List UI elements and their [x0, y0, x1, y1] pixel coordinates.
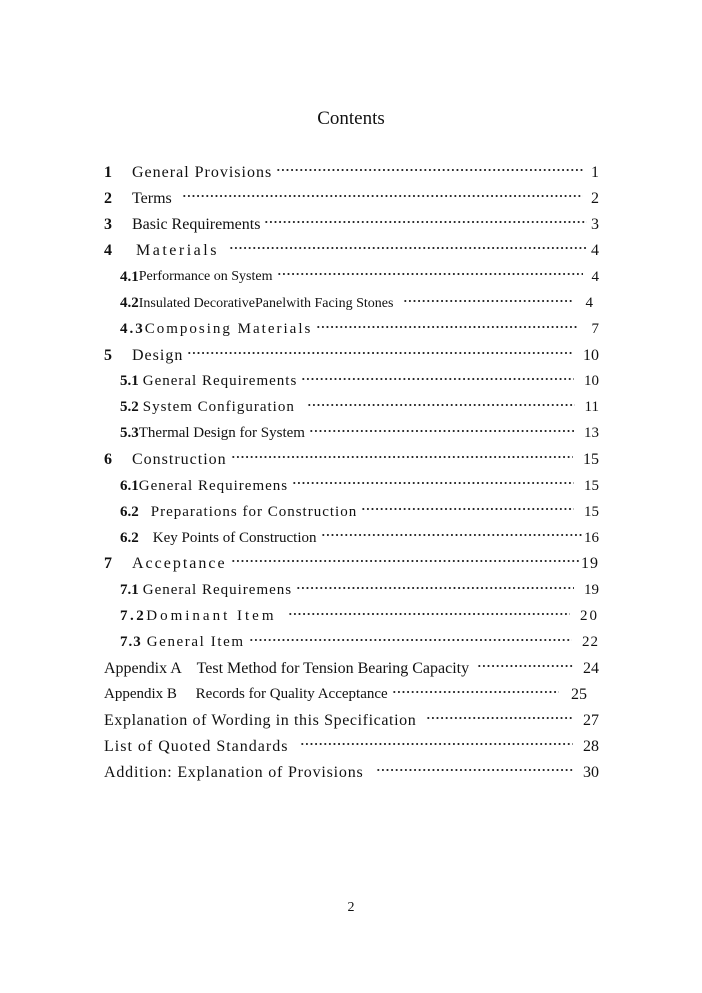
toc-entry-number: 4.3 [120, 321, 145, 338]
toc-entry-page: 27 [583, 712, 599, 730]
toc-entry-label: General Requirements [142, 373, 298, 390]
dot-leader [229, 241, 587, 255]
toc-entry-number: 5 [104, 346, 112, 364]
toc-entry-number: 1 [104, 164, 112, 182]
toc-entry-5-3[interactable] [104, 421, 599, 447]
toc-entry-4[interactable] [104, 238, 599, 264]
toc-entry-page: 15 [583, 451, 599, 469]
toc-entry-label: Performance on System [138, 269, 273, 285]
toc-entry-label: Design [132, 346, 184, 364]
toc-entry-label: Construction [132, 451, 227, 469]
toc-entry-7-2[interactable] [104, 604, 599, 630]
toc-entry-number: 6.2 [120, 529, 139, 546]
toc-entry-number: 5.2 [120, 399, 139, 416]
toc-entry-2[interactable] [104, 186, 599, 212]
toc-entry-number: 5.3 [120, 425, 139, 442]
toc-entry-appendix-b[interactable] [104, 682, 599, 708]
toc-entry-7-3[interactable] [104, 630, 599, 656]
dot-leader [249, 633, 572, 647]
toc-entry-3[interactable] [104, 212, 599, 238]
toc-entry-page: 19 [584, 582, 599, 599]
toc-entry-page: 4 [591, 242, 599, 260]
toc-entry-page: 13 [584, 425, 599, 442]
dot-leader [276, 163, 583, 177]
toc-entry-label: General Provisions [132, 164, 273, 182]
toc-entry-label: General Requiremens [142, 582, 293, 599]
toc-entry-page: 4 [591, 268, 599, 285]
toc-entry-number: 4 [104, 242, 112, 260]
toc-entry-number: 6 [104, 451, 112, 469]
toc-entry-7-1[interactable] [104, 578, 599, 604]
toc-entry-label: Acceptance [132, 555, 227, 573]
toc-entry-page: 22 [582, 634, 599, 651]
toc-entry-label: Terms [132, 190, 172, 208]
toc-entry-appendix-a[interactable] [104, 656, 599, 682]
toc-entry-label: Composing Materials [144, 321, 313, 338]
toc-entry-label: Preparations for Construction [150, 503, 358, 520]
toc-entry-number: 6.2 [120, 503, 139, 520]
toc-entry-page: 19 [581, 555, 599, 573]
toc-entry-addition[interactable] [104, 760, 599, 786]
toc-entry-page: 7 [591, 321, 599, 338]
toc-entry-page: 10 [584, 373, 599, 390]
toc-entry-quoted-standards[interactable] [104, 734, 599, 760]
toc-entry-page: 10 [583, 346, 599, 364]
dot-leader [300, 737, 573, 751]
toc-entry-number: 7.2 [120, 608, 147, 625]
dot-leader [182, 189, 583, 203]
dot-leader [264, 215, 587, 229]
dot-leader [231, 450, 573, 464]
toc-entry-6-2[interactable] [104, 499, 599, 525]
dot-leader [316, 320, 577, 334]
dot-leader [426, 711, 573, 725]
toc-entry-label: System Configuration [142, 399, 295, 416]
toc-entry-explanation-wording[interactable] [104, 708, 599, 734]
dot-leader [301, 372, 574, 386]
toc-entry-page: 2 [591, 190, 599, 208]
table-of-contents [104, 160, 599, 786]
toc-entry-number: 3 [104, 216, 112, 234]
toc-entry-label: Appendix B Records for Quality Acceptance [104, 686, 388, 703]
toc-entry-page: 25 [571, 685, 587, 703]
dot-leader [321, 528, 585, 542]
toc-entry-page: 1 [591, 164, 599, 182]
toc-entry-page: 24 [583, 659, 599, 677]
toc-entry-label: General Requiremens [138, 477, 289, 494]
toc-entry-page: 3 [591, 216, 599, 234]
toc-entry-label: Thermal Design for System [138, 425, 305, 442]
dot-leader [187, 346, 573, 360]
toc-entry-label: Explanation of Wording in this Specification [104, 712, 417, 730]
dot-leader [288, 607, 570, 621]
toc-entry-label: Dominant Item [146, 608, 277, 625]
dot-leader [292, 476, 574, 490]
page-number: 2 [347, 900, 355, 915]
toc-entry-page: 20 [580, 608, 599, 625]
dot-leader [307, 398, 575, 412]
dot-leader [231, 554, 581, 568]
toc-entry-5-2[interactable] [104, 395, 599, 421]
toc-entry-number: 4.1 [120, 268, 139, 285]
toc-entry-number: 7.1 [120, 582, 139, 599]
dot-leader [392, 685, 559, 699]
toc-entry-4-2[interactable] [104, 290, 599, 316]
dot-leader [361, 502, 574, 516]
toc-entry-7[interactable] [104, 551, 599, 577]
toc-entry-label: Basic Requirements [132, 216, 261, 234]
toc-entry-4-3[interactable] [104, 317, 599, 343]
toc-entry-number: 6.1 [120, 477, 139, 494]
toc-entry-page: 11 [584, 399, 599, 416]
toc-entry-page: 4 [585, 295, 593, 312]
toc-entry-page: 15 [584, 503, 599, 520]
toc-entry-number: 7.3 [120, 634, 142, 651]
toc-entry-1[interactable] [104, 160, 599, 186]
toc-entry-label: General Item [146, 634, 245, 651]
dot-leader [277, 267, 584, 281]
toc-entry-label: Materials [136, 242, 219, 260]
toc-entry-number: 2 [104, 190, 112, 208]
toc-entry-page: 16 [584, 529, 599, 546]
toc-entry-label: Addition: Explanation of Provisions [104, 764, 364, 782]
toc-entry-page: 15 [584, 477, 599, 494]
toc-entry-page: 28 [583, 738, 599, 756]
dot-leader [309, 424, 574, 438]
toc-entry-label: Key Points of Construction [152, 529, 317, 546]
dot-leader [403, 294, 573, 308]
toc-entry-6-1[interactable] [104, 473, 599, 499]
toc-entry-5[interactable] [104, 343, 599, 369]
toc-entry-6-2b[interactable] [104, 525, 599, 551]
toc-entry-5-1[interactable] [104, 369, 599, 395]
dot-leader [376, 763, 573, 777]
toc-entry-label: List of Quoted Standards [104, 738, 289, 756]
dot-leader [296, 581, 574, 595]
toc-entry-label: Insulated DecorativePanelwith Facing Stones [138, 295, 394, 311]
toc-entry-page: 30 [583, 764, 599, 782]
dot-leader [477, 659, 573, 673]
contents-title: Contents [317, 108, 385, 129]
toc-entry-4-1[interactable] [104, 264, 599, 290]
toc-entry-6[interactable] [104, 447, 599, 473]
toc-entry-number: 5.1 [120, 373, 139, 390]
toc-entry-number: 4.2 [120, 295, 139, 312]
toc-entry-number: 7 [104, 555, 112, 573]
toc-entry-label: Appendix A Test Method for Tension Bearing Capacity [104, 659, 470, 677]
